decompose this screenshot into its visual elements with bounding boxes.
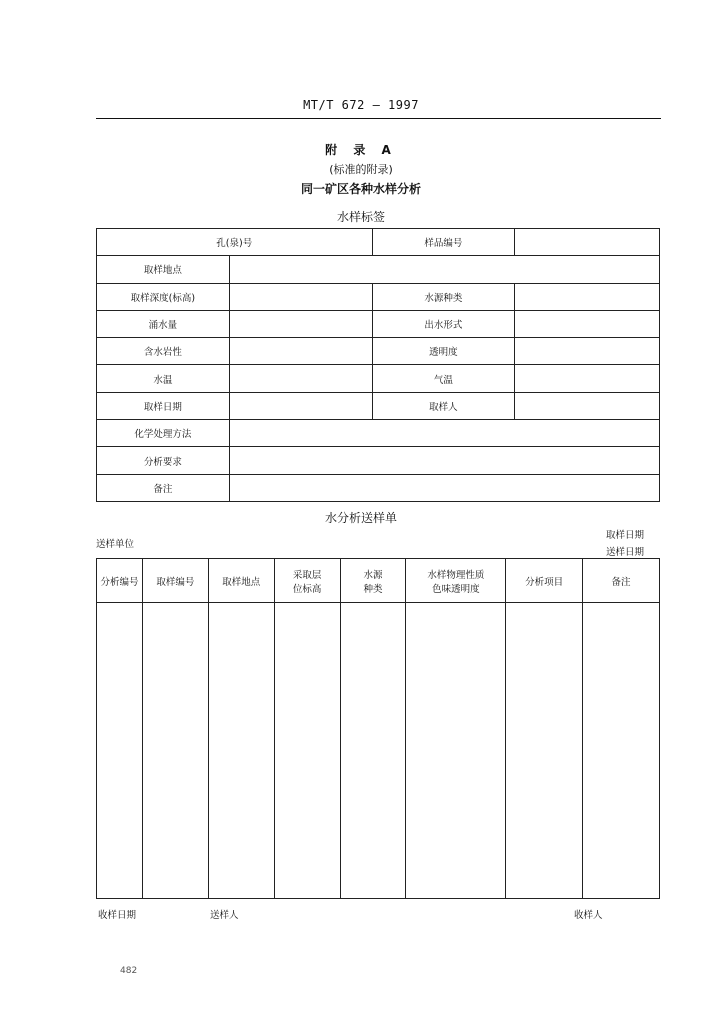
table-row: [97, 365, 660, 392]
col-layer-line1: 采取层: [292, 569, 322, 581]
cell: [506, 603, 583, 899]
label-water-inflow: 涌水量: [97, 310, 230, 337]
cell: [142, 603, 208, 899]
value-sampling-depth: [229, 283, 372, 310]
cell: [274, 603, 340, 899]
value-sample-no: [515, 229, 660, 256]
value-chem-treatment: [229, 420, 659, 447]
label-sample-no: 样品编号: [372, 229, 515, 256]
value-transparency: [515, 338, 660, 365]
form-title: 水分析送样单: [324, 511, 397, 525]
value-sampler: [515, 392, 660, 419]
cell: [406, 603, 506, 899]
value-water-outflow-form: [515, 310, 660, 337]
value-water-inflow: [229, 310, 372, 337]
col-sampling-site: 取样地点: [208, 559, 274, 603]
cell: [208, 603, 274, 899]
value-sampling-date: [229, 392, 372, 419]
col-physical-line1: 水样物理性质: [427, 569, 485, 581]
receiver-label: 收样人: [574, 910, 603, 921]
header-rule: [96, 118, 661, 119]
col-analysis-no: 分析编号: [97, 559, 143, 603]
label-well-no: 孔(泉)号: [97, 229, 373, 256]
col-layer-elevation: [274, 559, 340, 603]
table-row: [97, 310, 660, 337]
table-header-row: [97, 559, 660, 603]
cell: [97, 603, 143, 899]
appendix-title: 同一矿区各种水样分析: [300, 182, 421, 196]
col-source-line1: 水源: [363, 569, 383, 581]
sending-unit-label: 送样单位: [96, 539, 135, 550]
sending-date-label: 送样日期: [606, 547, 645, 558]
label-aquifer: 含水岩性: [97, 338, 230, 365]
sender-label: 送样人: [210, 910, 239, 921]
label-sampling-site: 取样地点: [97, 256, 230, 283]
table-row: [97, 338, 660, 365]
col-source-line2: 种类: [363, 583, 383, 595]
value-sampling-site: [229, 256, 659, 283]
receive-date-label: 收样日期: [98, 910, 137, 921]
value-aquifer: [229, 338, 372, 365]
label-remarks: 备注: [97, 474, 230, 501]
value-air-temp: [515, 365, 660, 392]
col-water-source: [340, 559, 406, 603]
label-water-source-type: 水源种类: [372, 283, 515, 310]
sample-submission-table: [96, 558, 660, 899]
water-sample-label-table: [96, 228, 660, 502]
sampling-date-label: 取样日期: [606, 530, 645, 541]
col-physical-properties: [406, 559, 506, 603]
label-water-outflow-form: 出水形式: [372, 310, 515, 337]
value-remarks: [229, 474, 659, 501]
label-air-temp: 气温: [372, 365, 515, 392]
label-sampler: 取样人: [372, 392, 515, 419]
label-sampling-depth: 取样深度(标高): [97, 283, 230, 310]
table-row: [97, 420, 660, 447]
standard-number: MT/T 672 — 1997: [303, 98, 419, 112]
table-row: [97, 229, 660, 256]
label-chem-treatment: 化学处理方法: [97, 420, 230, 447]
col-sample-no: 取样编号: [142, 559, 208, 603]
label-table-title: 水样标签: [336, 210, 385, 224]
page-number: 482: [120, 966, 138, 976]
table-row: [97, 256, 660, 283]
appendix-label: 附 录 A: [325, 143, 397, 157]
col-physical-line2: 色味透明度: [432, 583, 480, 595]
label-sampling-date: 取样日期: [97, 392, 230, 419]
appendix-note: (标准的附录): [329, 163, 393, 176]
label-water-temp: 水温: [97, 365, 230, 392]
col-layer-line2: 位标高: [292, 583, 322, 595]
table-row: [97, 474, 660, 501]
cell: [583, 603, 660, 899]
table-body-row: [97, 603, 660, 899]
col-remarks: 备注: [583, 559, 660, 603]
label-analysis-req: 分析要求: [97, 447, 230, 474]
col-analysis-items: 分析项目: [506, 559, 583, 603]
label-transparency: 透明度: [372, 338, 515, 365]
cell: [340, 603, 406, 899]
value-water-temp: [229, 365, 372, 392]
table-row: [97, 283, 660, 310]
table-row: [97, 392, 660, 419]
value-analysis-req: [229, 447, 659, 474]
value-water-source-type: [515, 283, 660, 310]
table-row: [97, 447, 660, 474]
